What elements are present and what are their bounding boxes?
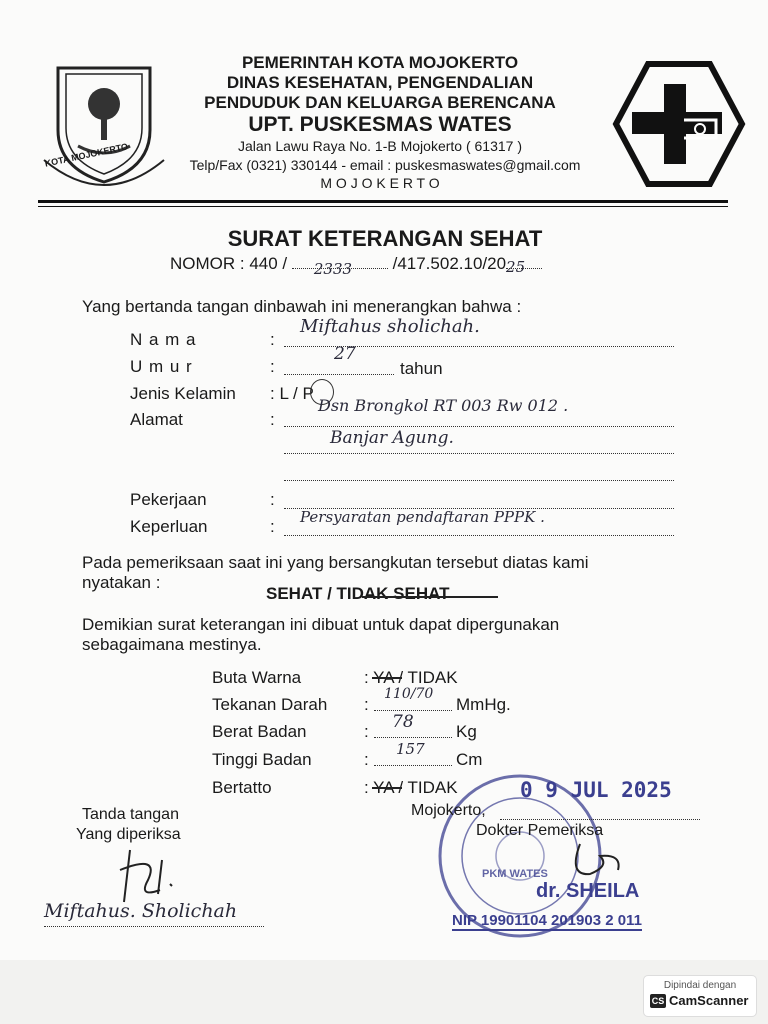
age-unit: tahun [400, 359, 443, 378]
date-dots [500, 819, 700, 820]
blood-pressure-value: 110/70 [384, 686, 434, 702]
purpose-value: Persyaratan pendaftaran PPPK . [300, 508, 545, 526]
exam-text-2: nyatakan : [82, 573, 161, 592]
intro-text: Yang bertanda tangan dinbawah ini menerangkan bahwa : [82, 297, 522, 316]
blood-pressure-unit: MmHg. [456, 695, 511, 714]
watermark-line-2: CamScanner [669, 993, 749, 1008]
address-line-1: Dsn Brongkol RT 003 Rw 012 . [318, 396, 569, 415]
blood-pressure-label: Tekanan Darah [212, 695, 328, 714]
age-colon: : [270, 357, 275, 376]
purpose-dots [284, 535, 674, 536]
address-dots-1 [284, 426, 674, 427]
purpose-colon: : [270, 517, 275, 536]
header-department-2: PENDUDUK DAN KELUARGA BERENCANA [204, 93, 556, 112]
tattoo-label: Bertatto [212, 778, 272, 797]
address-label: Alamat [130, 410, 183, 429]
purpose-label: Keperluan [130, 517, 208, 536]
header-department: DINAS KESEHATAN, PENGENDALIAN [226, 73, 534, 92]
camscanner-watermark [643, 975, 757, 1017]
gender-label: Jenis Kelamin [130, 384, 236, 403]
header-contact: Telp/Fax (0321) 330144 - email : puskesmaswates@gmail.com [189, 157, 581, 173]
number-value: 2333 [313, 260, 353, 278]
weight-unit: Kg [456, 722, 477, 741]
patient-sign-dots [44, 926, 264, 927]
number-year: 25 [506, 258, 526, 276]
height-colon: : [364, 750, 369, 769]
blood-pressure-colon: : [364, 695, 369, 714]
doctor-signature [560, 836, 630, 886]
tattoo-value: : YA / TIDAK [364, 778, 458, 797]
watermark-line-1: Dipindai dengan [663, 980, 737, 991]
date-stamp: 0 9 JUL 2025 [520, 778, 672, 802]
doctor-name: dr. SHEILA [536, 880, 640, 902]
camscanner-icon: CS [651, 996, 665, 1006]
colorblind-strike [372, 677, 402, 679]
gender-value: : L / P [270, 384, 314, 403]
closing-text-1: Demikian surat keterangan ini dibuat untuk dapat dipergunakan [82, 615, 560, 634]
weight-dots [374, 737, 452, 738]
stamp-text: PKM WATES [482, 868, 548, 880]
header-rule-thin [38, 206, 728, 207]
city-crest-text: KOTA MOJOKERTO [43, 141, 129, 169]
address-colon: : [270, 410, 275, 429]
header-institution: UPT. PUSKESMAS WATES [248, 113, 512, 136]
doctor-nip: NIP 19901104 201903 2 011 [452, 912, 642, 929]
age-label: U m u r [130, 357, 193, 376]
closing-text-2: sebagaimana mestinya. [82, 635, 262, 654]
weight-value: 78 [392, 712, 414, 732]
header-government: PEMERINTAH KOTA MOJOKERTO [241, 53, 519, 72]
status-strikethrough [362, 596, 498, 598]
number-prefix: NOMOR : 440 / [170, 254, 292, 273]
age-value: 27 [334, 344, 356, 364]
occupation-label: Pekerjaan [130, 490, 207, 509]
colorblind-label: Buta Warna [212, 668, 302, 687]
address-line-2: Banjar Agung. [330, 428, 454, 448]
patient-name-handwritten: Miftahus. Sholichah [44, 900, 238, 922]
weight-colon: : [364, 722, 369, 741]
colorblind-value: : YA / TIDAK [364, 668, 458, 687]
blood-pressure-dots [374, 710, 452, 711]
height-value: 157 [396, 740, 425, 758]
occupation-colon: : [270, 490, 275, 509]
header-city: M O J O K E R T O [320, 175, 440, 191]
sign-label-1: Tanda tangan [82, 806, 179, 823]
name-value: Miftahus sholichah. [300, 316, 480, 337]
place-label: Mojokerto, [411, 802, 486, 819]
age-dots [284, 374, 394, 375]
address-dots-3 [284, 480, 674, 481]
weight-label: Berat Badan [212, 722, 307, 741]
sign-label-2: Yang diperiksa [76, 826, 181, 843]
name-colon: : [270, 330, 275, 349]
address-dots-2 [284, 453, 674, 454]
puskesmas-cross-logo [612, 60, 746, 188]
header-rule-thick [38, 200, 728, 203]
height-dots [374, 765, 452, 766]
number-middle: /417.502.10/20 [387, 254, 507, 273]
health-status: SEHAT / TIDAK SEHAT [266, 584, 450, 603]
header-address: Jalan Lawu Raya No. 1-B Mojokerto ( 61317 ) [237, 138, 523, 154]
document-number [170, 254, 542, 278]
name-label: N a m a [130, 330, 197, 349]
height-label: Tinggi Badan [212, 750, 312, 769]
city-crest-logo [38, 60, 170, 188]
doctor-title: Dokter Pemeriksa [476, 822, 604, 839]
exam-text-1: Pada pemeriksaan saat ini yang bersangkutan tersebut diatas kami [82, 553, 589, 572]
document-title: SURAT KETERANGAN SEHAT [227, 226, 543, 251]
height-unit: Cm [456, 750, 483, 769]
tattoo-strike [372, 787, 402, 789]
